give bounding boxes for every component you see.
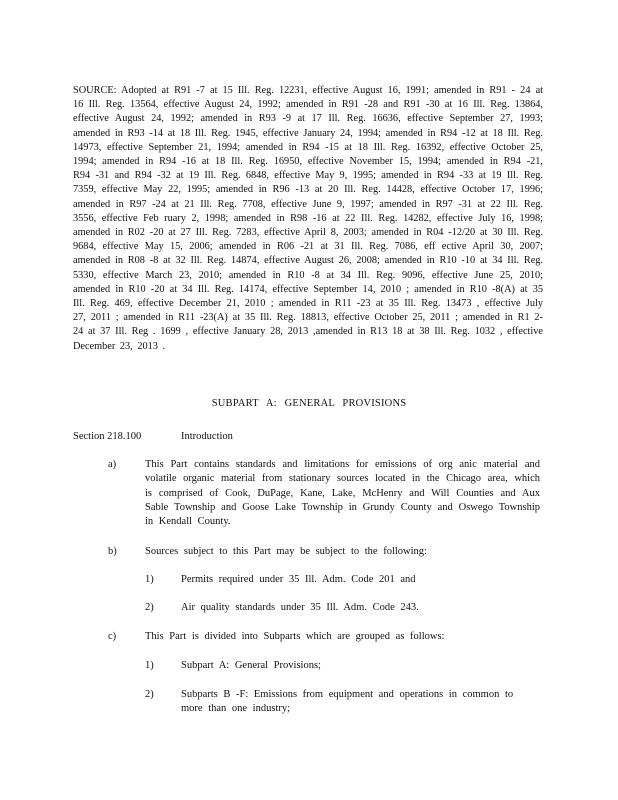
- subitem-label: 2): [145, 689, 154, 700]
- subitem-label: 1): [145, 660, 154, 671]
- item-label: a): [108, 459, 117, 470]
- source-note: SOURCE: Adopted at R91 -7 at 15 Ill. Reg. 12231, effective August 16, 1991; amended in R91 - 24 at 16 Ill. Reg. 13564, effective August 24, 1992; amended in R91 -28 and R91 -30 at 16 Ill. Reg. 13864, effective August 24, 1992; amended in R93 -9 at 17 Ill. Reg. 16636, effective September 27, 1993; amended in R93 -14 at 18 Ill. Reg. 1945, effective January 24, 1994; amended in R94 -12 at 18 Ill. Reg. 14973, effective September 21, 1994; amended in R94 -15 at 18 Ill. Reg. 16392, effective October 25, 1994; amended in R94 -16 at 18 Ill. Reg. 16950, effective November 15, 1994; amended in R94 -21, R94 -31 and R94 -32 at 19 Ill. Reg. 6848, effective May 9, 1995; amended in R94 -33 at 19 Ill. Reg. 7359, effective May 22, 1995; amended in R96 -13 at 20 Ill. Reg. 14428, effective October 17, 1996; amended in R97 -24 at 21 Ill. Reg. 7708, effective June 9, 1997; amended in R97 -31 at 22 Ill. Reg. 3556, effective Feb ruary 2, 1998; amended in R98 -16 at 22 Ill. Reg. 14282, effective July 16, 1998; amended in R02 -20 at 27 Ill. Reg. 7283, effective April 8, 2003; amended in R04 -12/20 at 30 Ill. Reg. 9684, effective May 15, 2006; amended in R06 -21 at 31 Ill. Reg. 7086, eff ective April 30, 2007; amended in R08 -8 at 32 Ill. Reg. 14874, effective August 26, 2008; amended in R10 -10 at 34 Ill. Reg. 5330, effective March 23, 2010; amended in R10 -8 at 34 Ill. Reg. 9096, effective June 25, 2010; amended in R10 -20 at 34 Ill. Reg. 14174, effective September 14, 2010 ; amended in R10 -8(A) at 35 Ill. Reg. 469, effective December 21, 2010 ; amended in R11 -23 at 35 Ill. Reg. 13473 , effective July 27, 2011 ; amended in R11 -23(A) at 35 Ill. Reg. 18813, effective October 25, 2011 ; amended in R1 2-24 at 37 Ill. Reg . 1699 , effective January 28, 2013 ,amended in R13 18 at 38 Ill. Reg. 1032 , effective December 23, 2013 .: [73, 85, 543, 352]
- subitem-text: Subpart A: General Provisions;: [181, 660, 321, 671]
- item-label: b): [108, 546, 117, 557]
- subitem-text: Air quality standards under 35 Ill. Adm. Code 243.: [181, 602, 419, 613]
- subitem-text: Subparts B -F: Emissions from equipment and operations in common to more than one industry;: [181, 689, 514, 715]
- subpart-heading: SUBPART A: GENERAL PROVISIONS: [211, 398, 407, 409]
- item-text: This Part contains standards and limitations for emissions of org anic material and volatile organic material from stationary sources located in the Chicago area, which is comprised of Cook, DuPage, Kane, Lake, McHenry and Will Counties and Aux Sable Township and Goose Lake Township in Grundy County and Oswego Township in Kendall County.: [145, 459, 540, 528]
- item-label: c): [108, 631, 117, 642]
- subitem-label: 1): [145, 574, 154, 585]
- section-number: Section 218.100: [73, 431, 142, 442]
- subitem-label: 2): [145, 602, 154, 613]
- item-text: This Part is divided into Subparts which are grouped as follows:: [145, 631, 445, 642]
- item-text: Sources subject to this Part may be subject to the following:: [145, 546, 427, 557]
- subitem-text: Permits required under 35 Ill. Adm. Code 201 and: [181, 574, 416, 585]
- section-heading: [73, 431, 233, 442]
- section-title: Introduction: [181, 431, 233, 442]
